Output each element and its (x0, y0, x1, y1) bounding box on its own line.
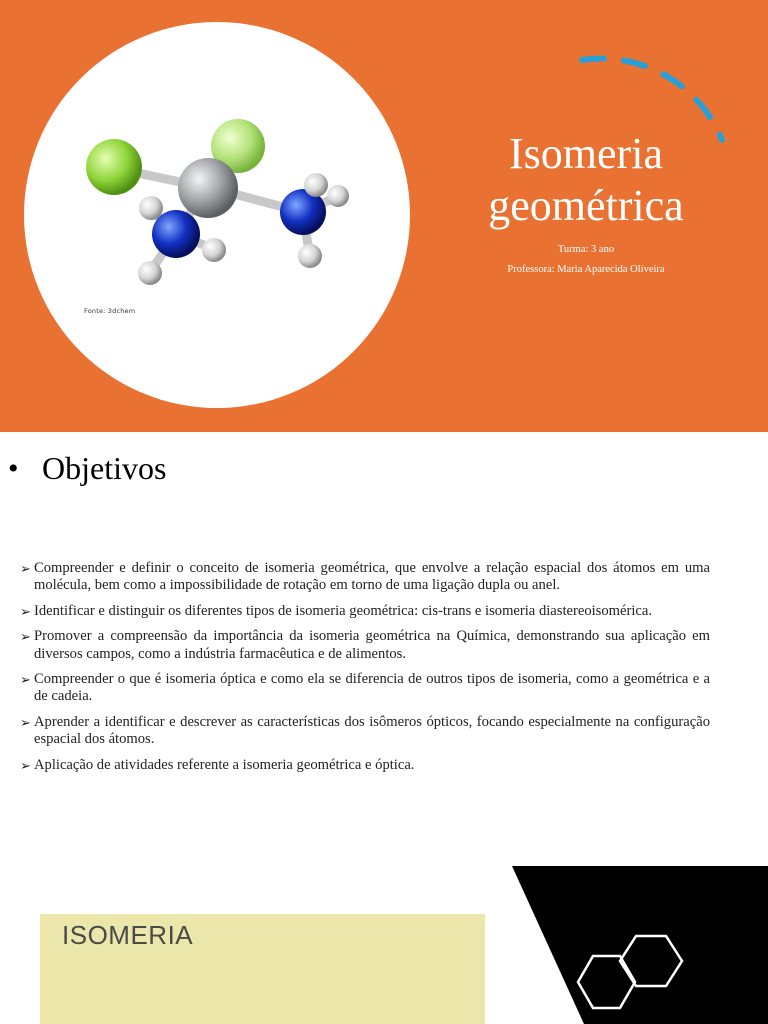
objectives-heading (8, 450, 166, 487)
list-item (20, 560, 710, 595)
list-item (20, 714, 710, 749)
hydrogen-atom (202, 238, 226, 262)
arrow-bullet-icon: ➢ (20, 561, 31, 576)
hydrogen-atom (298, 244, 322, 268)
arrow-bullet-icon: ➢ (20, 757, 31, 773)
section-title: ISOMERIA (62, 920, 194, 950)
professora-text: Professora: Maria Aparecida Oliveira (507, 264, 665, 275)
hydrogen-atom (327, 185, 349, 207)
section-slide (0, 864, 768, 1024)
hydrogen-atom (138, 261, 162, 285)
molecule-3d-image (24, 22, 410, 408)
hydrogen-atom (304, 173, 328, 197)
chlorine-atom (86, 139, 142, 195)
arrow-bullet-icon: ➢ (20, 629, 31, 645)
list-item-text: Identificar e distinguir os diferentes tipos de isomeria geométrica: cis-trans e isomeria diastereoisomérica. (34, 602, 652, 619)
nitrogen-atom (152, 210, 200, 258)
image-source-caption: Fonte: 3dchem (84, 307, 136, 315)
objectives-heading-text: Objetivos (42, 450, 167, 486)
presentation-title (446, 128, 726, 232)
arrow-bullet-icon: ➢ (20, 603, 31, 619)
carbon-atom (178, 158, 238, 218)
molecule-image-circle (24, 22, 410, 408)
title-line-2: geométrica (488, 181, 684, 230)
list-item (20, 757, 710, 774)
presentation-subtitle (446, 240, 726, 280)
list-item-text: Compreender o que é isomeria óptica e como ela se diferencia de outros tipos de isomeria, como a geométrica e a de cadeia. (34, 671, 710, 705)
objectives-slide (0, 432, 768, 864)
objectives-list (20, 560, 710, 782)
heading-bullet: • (8, 451, 19, 485)
turma-text: Turma: 3 ano (557, 244, 615, 255)
decorative-black-panel (0, 864, 768, 1024)
title-slide (0, 0, 768, 432)
list-item-text: Promover a compreensão da importância da isomeria geométrica na Química, demonstrando sua aplicação em diversos campos, como a indústria farmacêutica e de alimentos. (34, 628, 710, 662)
list-item-text: Compreender e definir o conceito de isomeria geométrica, que envolve a relação espacial dos átomos em uma molécula, bem como a impossibilidade de rotação em torno de uma ligação dupla ou anel. (34, 560, 710, 594)
title-line-1: Isomeria (509, 129, 663, 178)
arrow-bullet-icon: ➢ (20, 672, 31, 688)
list-item (20, 603, 710, 620)
hydrogen-atom (139, 196, 163, 220)
list-item (20, 628, 710, 663)
arrow-bullet-icon: ➢ (20, 714, 31, 730)
list-item-text: Aplicação de atividades referente a isomeria geométrica e óptica. (34, 756, 415, 773)
list-item-text: Aprender a identificar e descrever as características dos isômeros ópticos, focando especialmente na configuração espacial dos átomos. (34, 713, 710, 748)
list-item (20, 671, 710, 706)
